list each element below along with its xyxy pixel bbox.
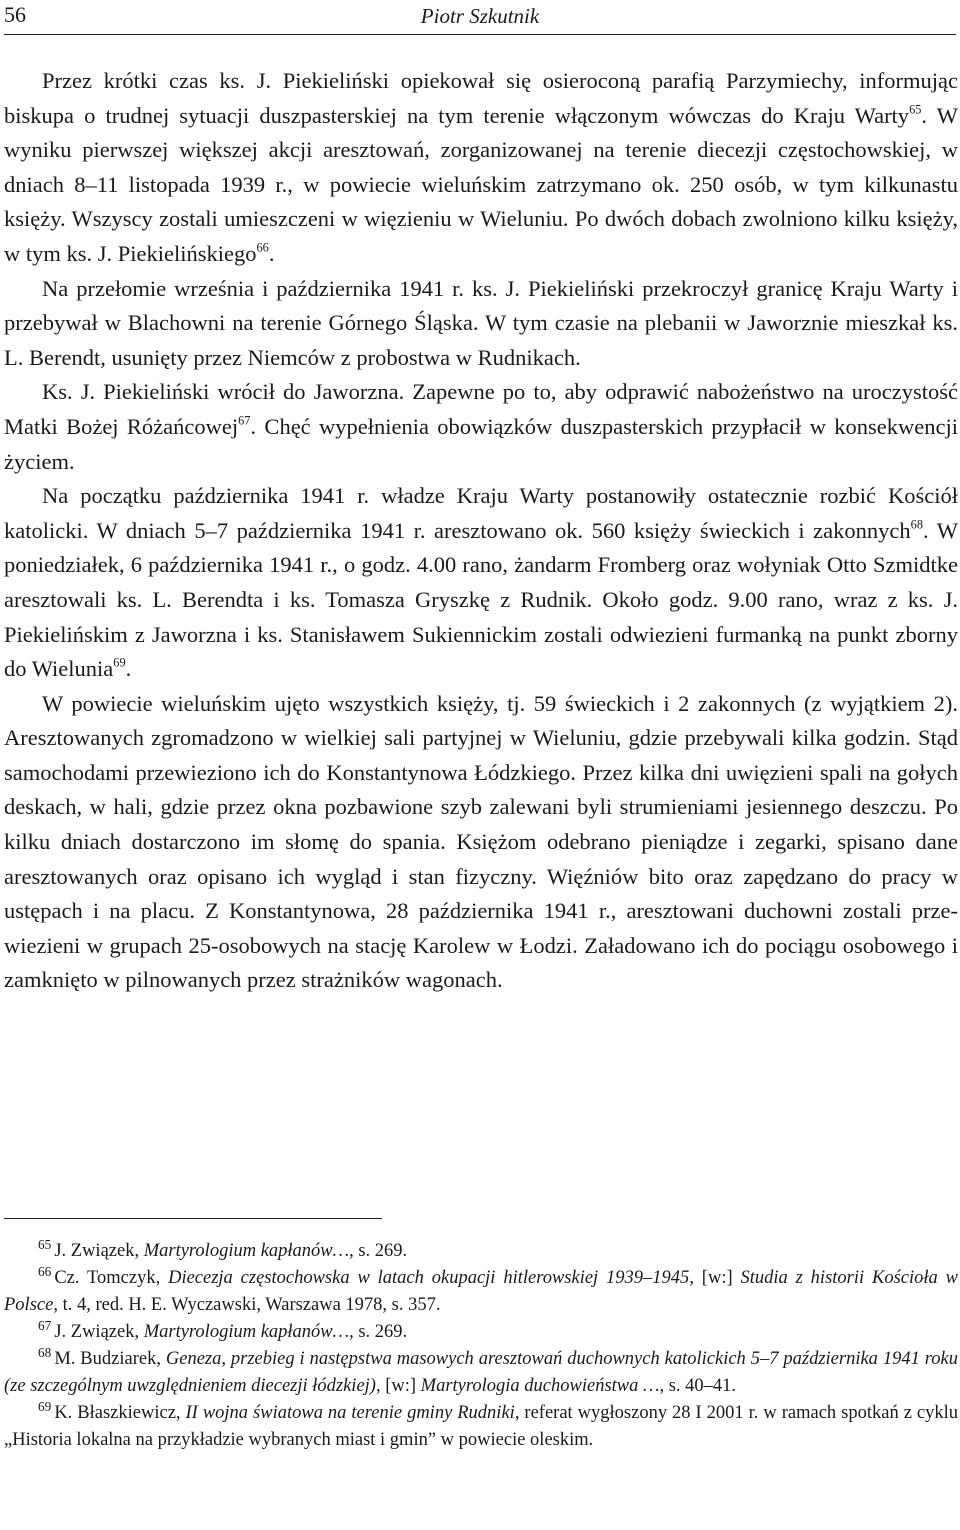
footnote-ref-67[interactable]: 67: [238, 413, 251, 428]
page-number: 56: [4, 2, 26, 27]
text-run: .: [268, 240, 275, 266]
footnotes: [4, 1238, 958, 1454]
footnote-ref-68[interactable]: 68: [910, 517, 923, 532]
footnote-text: M. Budziarek,: [54, 1349, 166, 1369]
footnote-number: 66: [38, 1264, 52, 1280]
footnote-66: [4, 1265, 958, 1319]
footnote-separator: [4, 1218, 382, 1219]
footnote-text: , s. 269.: [349, 1241, 408, 1261]
footnote-69: [4, 1400, 958, 1454]
footnote-text: , referat wygłoszony 28 I 2001 r. w ramach spotkań z cyklu „Historia lokalna na przykładzie wybranych miast i gmin” w powiecie oleskim.: [4, 1403, 958, 1450]
footnote-text: J. Związek,: [54, 1322, 144, 1342]
paragraph-2: Na przełomie września i października 1941 r. ks. J. Piekieliński przekroczył granicę Kraju Warty i przebywał w Blachowni na terenie Górnego Śląska. W tym czasie na plebanii w Jaworznie mieszkał ks. L. Berendt, usunięty przez Niemców z probostwa w Rudnikach.: [4, 275, 958, 370]
page-header: [4, 0, 956, 35]
text-run: . Chęć wypełnienia obowiązków duszpasterskich przypłacił w konsekwencji życiem.: [4, 413, 958, 474]
text-run: . W wyniku pierwszej większej akcji aresztowań, zorganizowanej na terenie diecezji częstochowskiej, w dniach 8–11 listopada 1939 r., w powiecie wieluńskim zatrzymano ok. 250 osób, w tym kilkunastu księży. Wszyscy zostali umieszczeni w więzieniu w Wieluniu. Po dwóch dobach zwolniono kilku księży, w tym ks. J. Piekielińskiego: [4, 102, 958, 266]
paragraph-5: W powiecie wieluńskim ujęto wszystkich księży, tj. 59 świeckich i 2 zakonnych (z wyjątkiem 2). Aresztowanych zgromadzono w wielkiej sali partyjnej w Wieluniu, gdzie przebywali kilka godzin. Stąd samochodami przewieziono ich do Konstantynowa Łódzkiego. Przez kilka dni uwięzieni spali na gołych deskach, w hali, gdzie przez okna pozbawione szyb zalewani byli strumieniami jesiennego deszczu. Po kilku dniach dostarczono im słomę do spania. Księżom odebrano pieniądze i zegarki, spisano dane aresztowanych oraz opisano ich wygląd i stan fizyczny. Więźniów bito oraz zapędzano do pracy w ustępach i na placu. Z Konstantynowa, 28 października 1941 r., aresztowani duchowni zostali przewiezieni w grupach 25-osobowych na stację Karolew w Łodzi. Załadowano ich do pociągu osobowego i zamknięto w pilnowanych przez strażników wagonach.: [4, 690, 958, 993]
footnote-text: , s. 40–41.: [659, 1376, 737, 1396]
paragraph-1: [4, 64, 958, 272]
footnote-ref-69[interactable]: 69: [113, 655, 126, 670]
text-run: Ks. J. Piekieliński wrócił do Jaworzna. Zapewne po to, aby odprawić nabożeństwo na uroczystość Matki Bożej Różańcowej: [4, 379, 958, 439]
footnote-number: 68: [38, 1345, 52, 1361]
footnote-title: Martyrologium kapłanów…: [143, 1322, 350, 1342]
text-run: Na początku października 1941 r. władze Kraju Warty postanowiły ostatecznie rozbić Kościół katolicki. W dniach 5–7 października 1941 r. aresztowano ok. 560 księży świeckich i zakonnych: [4, 483, 958, 543]
footnote-text: K. Błaszkiewicz,: [54, 1403, 186, 1423]
footnote-text: , t. 4, red. H. E. Wyczawski, Warszawa 1978, s. 357.: [53, 1295, 441, 1315]
footnote-text: , s. 269.: [349, 1322, 408, 1342]
footnote-text: , [w:]: [689, 1268, 741, 1288]
footnote-ref-65[interactable]: 65: [909, 102, 922, 117]
footnote-title: Diecezja częstochowska w latach okupacji hitlerowskiej 1939–1945: [168, 1268, 690, 1288]
text-run: Przez krótki czas ks. J. Piekieliński opiekował się osieroconą parafią Parzymiechy, informując biskupa o trudnej sytuacji duszpasterskiej na tym terenie włączonym wówczas do Kraju Warty: [4, 68, 958, 128]
footnote-67: [4, 1319, 958, 1346]
footnote-title: II wojna światowa na terenie gminy Rudniki: [185, 1403, 515, 1423]
footnote-title: Studia z historii Kościoła w Polsce: [4, 1268, 958, 1315]
paragraph-3: [4, 375, 958, 479]
footnote-ref-66[interactable]: 66: [256, 240, 269, 255]
text-run: . W poniedziałek, 6 października 1941 r., o godz. 4.00 rano, żandarm Fromberg oraz wołyniak Otto Szmidtke aresztowali ks. L. Berendta i ks. Tomasza Gryszkę z Rudnik. Około godz. 9.00 rano, wraz z ks. J. Piekielińskim z Jaworzna i ks. Stanisławem Sukiennickim zostali odwiezieni furmanką na punkt zborny do Wielunia: [4, 517, 958, 682]
text-run: .: [125, 656, 132, 682]
footnote-number: 67: [38, 1318, 52, 1334]
footnote-68: [4, 1346, 958, 1400]
main-text: [4, 64, 958, 998]
footnote-title: Martyrologium kapłanów…: [143, 1241, 350, 1261]
footnote-65: [4, 1238, 958, 1265]
footnote-text: J. Związek,: [54, 1241, 144, 1261]
paragraph-4: [4, 479, 958, 687]
footnote-text: , [w:]: [375, 1376, 421, 1396]
footnote-number: 69: [38, 1399, 52, 1415]
footnote-title: Martyrologia duchowieństwa …: [420, 1376, 660, 1396]
running-head-author: Piotr Szkutnik: [420, 4, 540, 28]
footnote-number: 65: [38, 1237, 52, 1253]
footnote-title: Geneza, przebieg i następstwa masowych aresztowań duchownych katolickich 5–7 października 1941 roku (ze szczególnym uwzględnieniem diecezji łódzkiej): [4, 1349, 958, 1396]
footnote-text: Cz. Tomczyk,: [54, 1268, 169, 1288]
